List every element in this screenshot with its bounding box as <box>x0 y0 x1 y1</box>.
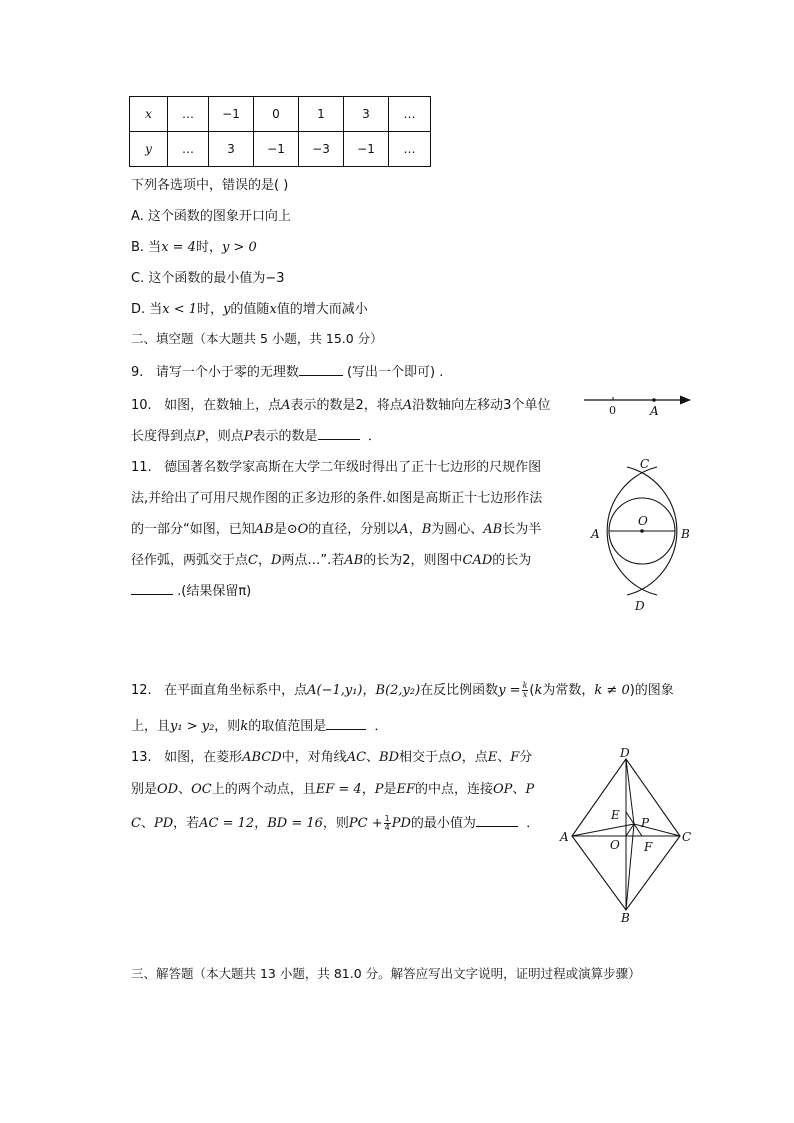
arrow-right-icon <box>680 396 691 405</box>
question-11-line-3: 的一部分“如图，已知AB是⊙O的直径，分别以A，B为圆心、AB长为半 <box>131 522 542 537</box>
question-11-line-5: .(结果保留π) <box>131 580 251 599</box>
answer-blank <box>476 814 518 827</box>
question-11-line-4: 径作弧，两弧交于点C，D两点…”.若AB的长为2，则图中CAD的长为 <box>131 553 532 568</box>
center-o-dot <box>640 529 644 533</box>
segment-ap <box>572 824 634 836</box>
label-p: P <box>641 816 650 830</box>
table-row-x <box>130 97 431 132</box>
table-cell: −1 <box>209 97 254 132</box>
label-o: O <box>610 838 620 852</box>
label-d: D <box>635 599 645 613</box>
segment-bp <box>626 824 634 910</box>
table-cell: 3 <box>209 132 254 167</box>
question-13-line-2: 别是OD、OC上的两个动点，且EF = 4，P是EF的中点，连接OP、P <box>131 782 535 797</box>
question-12-line-1: 12. 在平面直角坐标系中，点A(−1,y₁)，B(2,y₂)在反比例函数y = $\frac{k}{x}$ (k为常数，k ≠ 0)的图象 <box>131 681 674 699</box>
table-cell: 3 <box>344 97 389 132</box>
number-line-figure <box>580 388 695 418</box>
table-cell: … <box>389 132 431 167</box>
fraction-k-over-x: $\frac{k}{x}$ <box>522 681 528 699</box>
answer-blank <box>299 363 343 376</box>
question-10-line-2: 长度得到点P，则点P表示的数是 ． <box>131 429 381 444</box>
question-13-line-1: 13. 如图，在菱形ABCD中，对角线AC、BD相交于点O，点E、F分 <box>131 750 533 765</box>
q8-stem: 下列各选项中，错误的是( ) <box>131 178 289 193</box>
table-cell: 1 <box>299 97 344 132</box>
label-c: C <box>640 457 650 471</box>
question-10-line-1: 10. 如图，在数轴上，点A表示的数是2，将点A沿数轴向左移动3个单位 <box>131 398 551 413</box>
table-row-y <box>130 132 431 167</box>
q8-option-d: D. 当x < 1时，y的值随x值的增大而减小 <box>131 302 368 317</box>
answer-blank <box>318 427 360 440</box>
question-9: 9. 请写一个小于零的无理数 (写出一个即可) . <box>131 365 444 380</box>
table-cell: −1 <box>344 132 389 167</box>
label-o: O <box>638 514 648 528</box>
question-13-line-3: C、PD，若AC = 12，BD = 16，则PC + $\frac{1}{4}$ PD的最小值为 ． <box>131 814 540 832</box>
label-zero: 0 <box>609 404 616 417</box>
label-a: A <box>560 830 569 844</box>
label-a: A <box>650 404 659 418</box>
table-cell: −1 <box>254 132 299 167</box>
label-c: C <box>682 830 692 844</box>
q8-option-c: C. 这个函数的最小值为−3 <box>131 271 285 286</box>
label-b: B <box>621 911 630 925</box>
table-cell: … <box>389 97 431 132</box>
point-a-dot <box>652 398 656 402</box>
rhombus-figure <box>556 744 696 926</box>
table-cell: x <box>130 97 168 132</box>
q8-option-b: B. 当x = 4时，y > 0 <box>131 240 257 255</box>
section-heading-fill-blank: 二、填空题（本大题共 5 小题，共 15.0 分） <box>131 331 383 346</box>
answer-blank <box>326 717 366 730</box>
fraction-one-quarter: $\frac{1}{4}$ <box>384 814 390 832</box>
label-e: E <box>611 808 620 822</box>
label-b: B <box>681 527 690 541</box>
table-cell: … <box>168 132 209 167</box>
value-table <box>129 96 431 167</box>
label-a: A <box>591 527 600 541</box>
gauss-circle-figure <box>585 452 695 617</box>
question-12-line-2: 上，且y₁ > y₂，则k的取值范围是 ． <box>131 719 388 734</box>
question-11-line-2: 法,并给出了可用尺规作图的正多边形的条件.如图是高斯正十七边形作法 <box>131 491 543 506</box>
label-d: D <box>620 746 630 760</box>
question-11-line-1: 11. 德国著名数学家高斯在大学二年级时得出了正十七边形的尺规作图 <box>131 460 542 475</box>
answer-blank <box>131 582 173 595</box>
table-cell: y <box>130 132 168 167</box>
table-cell: 0 <box>254 97 299 132</box>
section-heading-answer: 三、解答题（本大题共 13 小题，共 81.0 分。解答应写出文字说明，证明过程或演算步骤） <box>131 966 641 981</box>
label-f: F <box>644 840 653 854</box>
table-cell: … <box>168 97 209 132</box>
q8-option-a: A. 这个函数的图象开口向上 <box>131 209 291 224</box>
table-cell: −3 <box>299 132 344 167</box>
